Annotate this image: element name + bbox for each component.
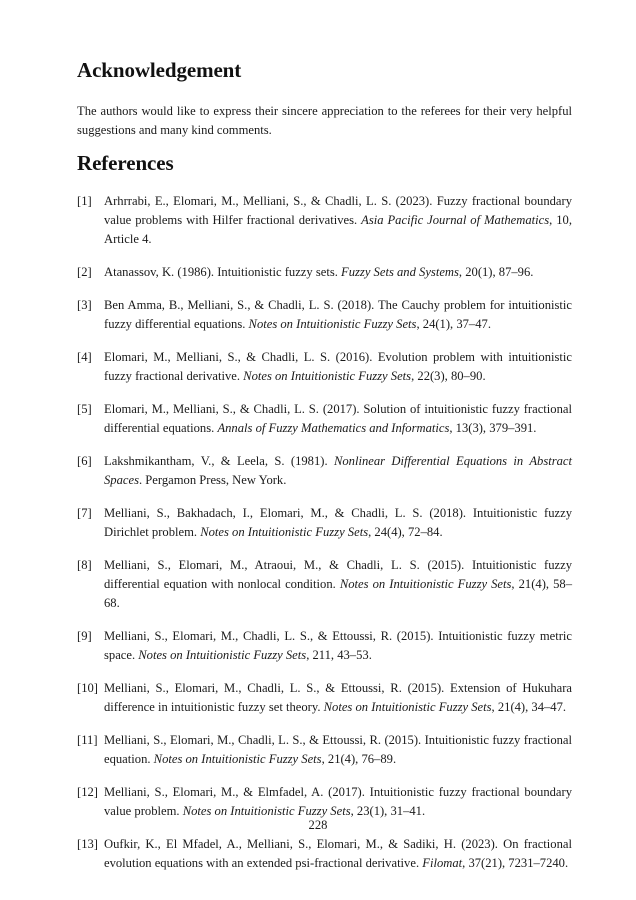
reference-text: Melliani, S., Elomari, M., Chadli, L. S., & Ettoussi, R. (2015). Intuitionistic fuzzy metric space. <box>104 629 572 662</box>
acknowledgement-heading: Acknowledgement <box>77 58 242 82</box>
reference-journal: Notes on Intuitionistic Fuzzy Sets <box>243 369 412 383</box>
reference-item-11 <box>77 731 572 769</box>
reference-number: [4] <box>77 350 92 364</box>
reference-details: , 24(4), 72–84. <box>368 525 443 539</box>
reference-journal: Fuzzy Sets and Systems <box>341 265 459 279</box>
reference-text: Lakshmikantham, V., & Leela, S. (1981). <box>104 454 334 468</box>
reference-text: Atanassov, K. (1986). Intuitionistic fuzzy sets. <box>104 265 342 279</box>
reference-item-6 <box>77 452 572 490</box>
reference-item-3 <box>77 296 572 334</box>
reference-details: , 24(1), 37–47. <box>416 317 491 331</box>
reference-number: [5] <box>77 402 92 416</box>
reference-journal: Notes on Intuitionistic Fuzzy Sets <box>323 700 492 714</box>
reference-book-title: Nonlinear Differential Equations in Abstract Spaces <box>104 454 573 487</box>
reference-details: , 13(3), 379–391. <box>449 421 537 435</box>
reference-item-1 <box>77 192 572 249</box>
reference-details: , 23(1), 31–41. <box>350 804 426 818</box>
reference-journal: Filomat <box>422 856 463 870</box>
reference-item-4 <box>77 348 572 386</box>
reference-details: , 37(21), 7231–7240. <box>462 856 569 870</box>
reference-journal: Notes on Intuitionistic Fuzzy Sets <box>153 752 322 766</box>
reference-item-9 <box>77 627 572 665</box>
reference-text: Oufkir, K., El Mfadel, A., Melliani, S., Elomari, M., & Sadiki, H. (2023). On fractional evolution equations with an extended psi-fractional derivative. <box>104 837 572 870</box>
reference-number: [2] <box>77 265 92 279</box>
reference-item-8 <box>77 556 572 613</box>
reference-details: , 21(4), 76–89. <box>321 752 397 766</box>
reference-item-7 <box>77 504 572 542</box>
reference-item-12 <box>77 783 572 821</box>
reference-journal: Asia Pacific Journal of Mathematics <box>361 213 550 227</box>
reference-details: , 21(4), 58–68. <box>104 577 573 610</box>
reference-number: [1] <box>77 194 92 208</box>
reference-text: Melliani, S., Elomari, M., & Elmfadel, A. (2017). Intuitionistic fuzzy fractional boundary value problem. <box>104 785 572 818</box>
reference-text: Elomari, M., Melliani, S., & Chadli, L. S. (2017). Solution of intuitionistic fuzzy fractional differential equations. <box>104 402 572 435</box>
reference-text: Melliani, S., Bakhadach, I., Elomari, M., & Chadli, L. S. (2018). Intuitionistic fuzzy Dirichlet problem. <box>104 506 572 539</box>
reference-number: [10] <box>77 681 98 695</box>
reference-details: , 21(4), 34–47. <box>491 700 567 714</box>
reference-journal: Annals of Fuzzy Mathematics and Informatics <box>217 421 450 435</box>
page-number: 228 <box>308 818 328 832</box>
reference-number: [12] <box>77 785 98 799</box>
reference-number: [8] <box>77 558 92 572</box>
reference-number: [7] <box>77 506 92 520</box>
reference-details: , 211, 43–53. <box>306 648 372 662</box>
reference-text: Melliani, S., Elomari, M., Chadli, L. S., & Ettoussi, R. (2015). Extension of Hukuhara difference in intuitionistic fuzzy set theory. <box>104 681 572 714</box>
reference-text: Melliani, S., Elomari, M., Chadli, L. S., & Ettoussi, R. (2015). Intuitionistic fuzzy fractional equation. <box>104 733 572 766</box>
reference-number: [3] <box>77 298 92 312</box>
reference-journal: Notes on Intuitionistic Fuzzy Sets <box>138 648 307 662</box>
reference-number: [9] <box>77 629 92 643</box>
reference-text: Elomari, M., Melliani, S., & Chadli, L. S. (2016). Evolution problem with intuitionistic fuzzy fractional derivative. <box>104 350 572 383</box>
reference-list <box>77 192 572 887</box>
reference-item-10 <box>77 679 572 717</box>
reference-journal: Notes on Intuitionistic Fuzzy Sets <box>248 317 417 331</box>
reference-journal: Notes on Intuitionistic Fuzzy Sets <box>200 525 369 539</box>
acknowledgement-body: The authors would like to express their sincere appreciation to the referees for their very helpful suggestions and many kind comments. <box>77 103 572 137</box>
reference-text: Arhrrabi, E., Elomari, M., Melliani, S., & Chadli, L. S. (2023). Fuzzy fractional boundary value problems with Hilfer fractional derivatives. <box>104 194 572 227</box>
reference-number: [13] <box>77 837 98 851</box>
reference-item-5 <box>77 400 572 438</box>
reference-item-13 <box>77 835 572 873</box>
reference-details: , 10, Article 4. <box>104 213 572 246</box>
references-heading: References <box>77 151 174 175</box>
reference-number: [11] <box>77 733 98 747</box>
reference-text: Melliani, S., Elomari, M., Atraoui, M., & Chadli, L. S. (2015). Intuitionistic fuzzy differential equation with nonlocal condition. <box>104 558 572 591</box>
reference-text: Ben Amma, B., Melliani, S., & Chadli, L. S. (2018). The Cauchy problem for intuitionistic fuzzy differential equations. <box>104 298 572 331</box>
reference-details: . Pergamon Press, New York. <box>138 473 287 487</box>
reference-details: , 22(3), 80–90. <box>411 369 486 383</box>
reference-number: [6] <box>77 454 92 468</box>
reference-details: , 20(1), 87–96. <box>458 265 534 279</box>
reference-journal: Notes on Intuitionistic Fuzzy Sets <box>339 577 512 591</box>
reference-journal: Notes on Intuitionistic Fuzzy Sets <box>182 804 351 818</box>
reference-item-2 <box>77 263 572 282</box>
